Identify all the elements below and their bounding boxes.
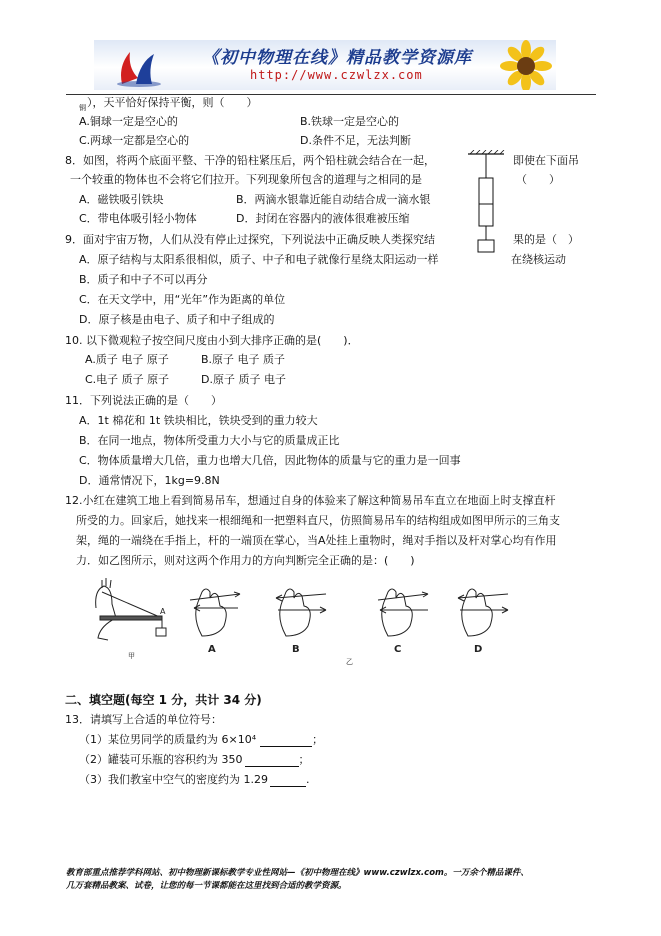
q13-item2-text: （2）罐装可乐瓶的容积约为 350 xyxy=(79,753,243,766)
fig-label-c: C xyxy=(394,644,402,655)
q13-item1-text: （1）某位男同学的质量约为 6×10⁴ xyxy=(79,733,257,746)
q9-line1: 9．面对宇宙万物，人们从没有停止过探究，下列说法中正确反映人类探究结 xyxy=(65,233,435,246)
q8-line1: 8．如图，将两个底面平整、干净的铅柱紧压后，两个铅柱就会结合在一起， xyxy=(65,154,435,167)
q8-line2-right: （ ） xyxy=(516,173,560,186)
q8-option-a: A．磁铁吸引铁块 xyxy=(79,193,164,206)
fig-label-b: B xyxy=(292,644,300,655)
fig-label-a: A xyxy=(208,644,216,655)
footer-line2: 几万套精品教案、试卷，让您的每一节课都能在这里找到合适的教学资源。 xyxy=(66,881,347,891)
q12-line2: 所受的力。回家后，她找来一根细绳和一把塑料直尺，仿照简易吊车的结构组成如图甲所示的三角支 xyxy=(76,514,560,527)
svg-text:A: A xyxy=(160,607,166,616)
fig-label-yi: 乙 xyxy=(346,658,353,666)
figure-jia xyxy=(96,578,166,640)
q7-stem-cont: ），天平恰好保持平衡，则（ ） xyxy=(87,96,258,109)
fig-label-d: D xyxy=(474,644,483,655)
q8-option-b: B．两滴水银靠近能自动结合成一滴水银 xyxy=(236,193,431,206)
q11-option-d: D．通常情况下，1kg=9.8N xyxy=(79,474,220,487)
q9-option-a: A．原子结构与太阳系很相似，质子、中子和电子就像行星绕太阳运动一样 xyxy=(79,253,439,266)
banner-url[interactable]: http://www.czwlzx.com xyxy=(250,68,423,82)
fig-label-jia: 甲 xyxy=(128,652,135,660)
q7-option-d: D.条件不足，无法判断 xyxy=(300,134,411,147)
q7-option-c: C.两球一定都是空心的 xyxy=(79,134,190,147)
q9-option-b: B．质子和中子不可以再分 xyxy=(79,273,208,286)
q10-option-c: C.电子 质子 原子 xyxy=(85,373,170,386)
figure-option-c xyxy=(378,589,428,636)
q8-line2: 一个较重的物体也不会将它们拉开。下列现象所包含的道理与之相同的是 xyxy=(70,173,422,186)
figure-option-a xyxy=(190,589,240,636)
q11-stem: 11．下列说法正确的是（ ） xyxy=(65,394,222,407)
q7-option-a: A.铜球一定是空心的 xyxy=(79,115,178,128)
q13-item2: （2）罐装可乐瓶的容积约为 350 ； xyxy=(79,753,310,766)
section2-title: 二、填空题(每空 1 分，共计 34 分) xyxy=(65,693,262,707)
q13-item3-text: （3）我们教室中空气的密度约为 1.29 xyxy=(79,773,268,786)
q13-item1-blank[interactable] xyxy=(260,735,312,747)
q10-option-d: D.原子 质子 电子 xyxy=(201,373,286,386)
q9-option-a-right: 在绕核运动 xyxy=(511,253,566,266)
q12-line4: 力．如乙图所示，则对这两个作用力的方向判断完全正确的是：( ) xyxy=(76,554,415,567)
figure-option-b xyxy=(276,589,326,636)
q7-option-b: B.铁球一定是空心的 xyxy=(300,115,400,128)
q9-option-c: C．在天文学中，用“光年”作为距离的单位 xyxy=(79,293,286,306)
header-banner xyxy=(94,40,556,90)
q10-stem: 10. 以下微观粒子按空间尺度由小到大排序正确的是( )． xyxy=(65,334,359,347)
q13-item3: （3）我们教室中空气的密度约为 1.29 . xyxy=(79,773,310,786)
q8-line1-right: 即使在下面吊 xyxy=(513,154,579,167)
q8-option-c: C．带电体吸引轻小物体 xyxy=(79,212,197,225)
q10-option-b: B.原子 电子 质子 xyxy=(201,353,286,366)
q8-option-d: D．封闭在容器内的液体很难被压缩 xyxy=(236,212,410,225)
figure-option-d xyxy=(458,589,508,636)
sunflower-icon xyxy=(496,40,556,90)
q12-line3: 架，绳的一端绕在手指上，杆的一端顶在掌心，当A处挂上重物时，绳对手指以及杆对掌心均有作用 xyxy=(76,534,557,547)
q11-option-c: C．物体质量增大几倍，重力也增大几倍，因此物体的质量与它的重力是一回事 xyxy=(79,454,461,467)
q13-item2-blank[interactable] xyxy=(245,755,299,767)
q13-stem: 13．请填写上合适的单位符号： xyxy=(65,713,222,726)
hand-force-figure xyxy=(90,578,530,670)
q11-option-b: B．在同一地点，物体所受重力大小与它的质量成正比 xyxy=(79,434,340,447)
footer-line1: 教育部重点推荐学科网站、初中物理新课标教学专业性网站—《初中物理在线》www.czwlzx.com。一万余个精品课件、 xyxy=(66,868,529,878)
q7-prefix: 铜 xyxy=(79,104,86,112)
lead-cylinders-figure xyxy=(466,150,512,256)
logo-icon xyxy=(114,44,164,88)
q9-option-d: D．原子核是由电子、质子和中子组成的 xyxy=(79,313,275,326)
banner-title: 《初中物理在线》精品教学资源库 xyxy=(202,48,472,68)
q11-option-a: A．1t 棉花和 1t 铁块相比，铁块受到的重力较大 xyxy=(79,414,318,427)
header-divider xyxy=(66,94,596,95)
q13-item1: （1）某位男同学的质量约为 6×10⁴ ； xyxy=(79,733,324,746)
q13-item3-blank[interactable] xyxy=(270,775,306,787)
q9-line1-right: 果的是（ ） xyxy=(513,233,579,246)
q10-option-a: A.质子 电子 原子 xyxy=(85,353,169,366)
q12-line1: 12.小红在建筑工地上看到简易吊车，想通过自身的体验来了解这种简易吊车直立在地面上时支撑直杆 xyxy=(65,494,556,507)
